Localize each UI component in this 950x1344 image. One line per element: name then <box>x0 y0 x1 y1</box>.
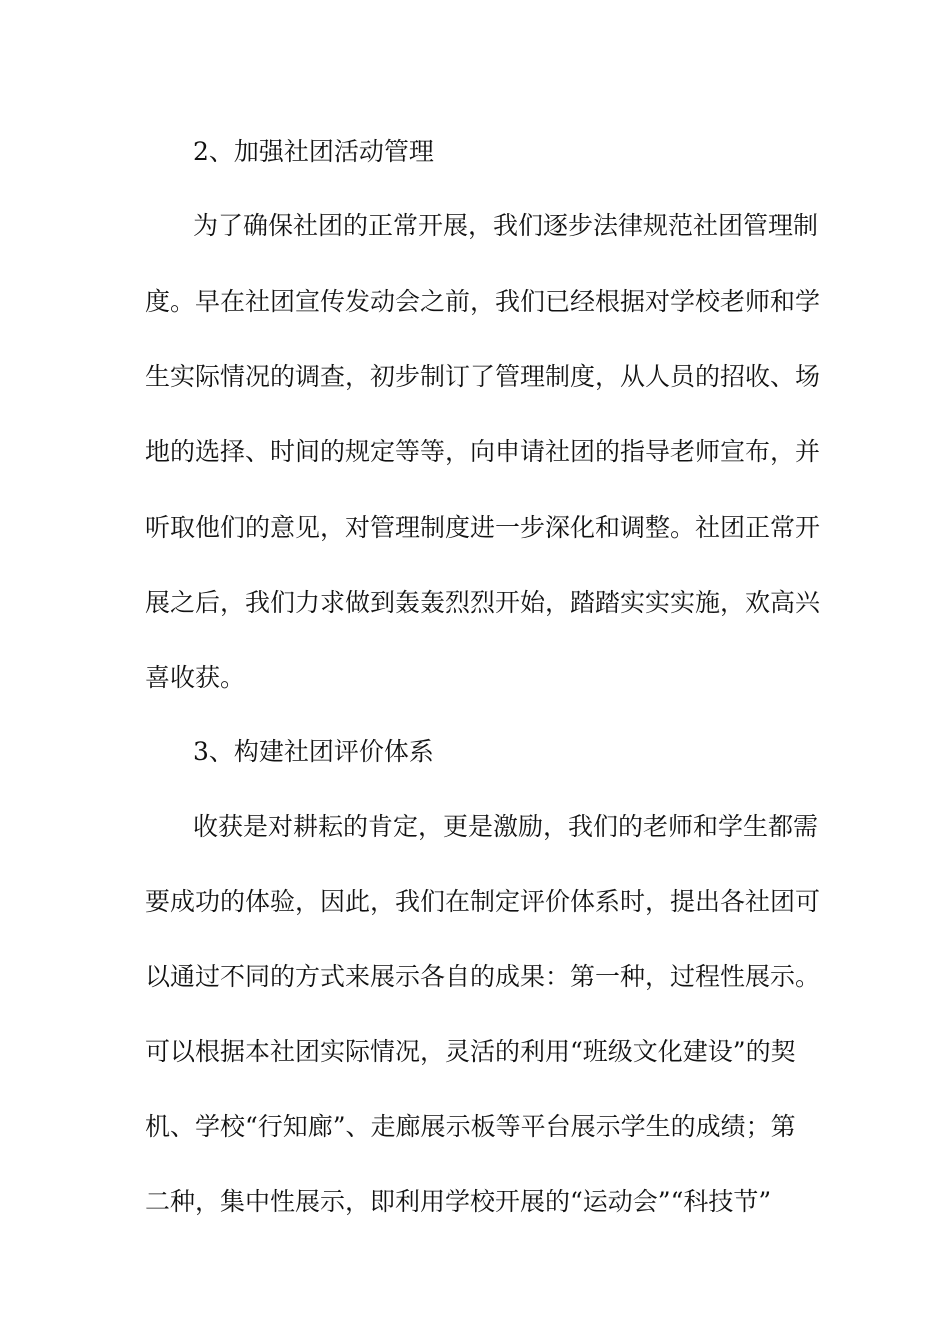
paragraph-line: 地的选择、时间的规定等等，向申请社团的指导老师宣布，并 <box>145 437 821 466</box>
paragraph-line: 生实际情况的调查，初步制订了管理制度，从人员的招收、场 <box>145 362 821 391</box>
paragraph-line: 收获是对耕耘的肯定，更是激励，我们的老师和学生都需 <box>193 812 819 841</box>
section-heading-3: 3、构建社团评价体系 <box>193 737 434 766</box>
paragraph-line: 听取他们的意见，对管理制度进一步深化和调整。社团正常开 <box>145 513 821 542</box>
paragraph-line: 机、学校“行知廊”、走廊展示板等平台展示学生的成绩；第 <box>145 1112 796 1141</box>
paragraph-line: 展之后，我们力求做到轰轰烈烈开始，踏踏实实实施，欢高兴 <box>145 588 821 617</box>
paragraph-line: 可以根据本社团实际情况，灵活的利用“班级文化建设”的契 <box>145 1037 796 1066</box>
paragraph-line: 以通过不同的方式来展示各自的成果：第一种，过程性展示。 <box>145 962 821 991</box>
section-heading-2: 2、加强社团活动管理 <box>193 137 434 166</box>
paragraph-line: 二种，集中性展示，即利用学校开展的“运动会”“科技节” <box>145 1187 772 1216</box>
paragraph-line: 喜收获。 <box>145 663 246 692</box>
paragraph-line: 要成功的体验，因此，我们在制定评价体系时，提出各社团可 <box>145 887 821 916</box>
paragraph-line: 为了确保社团的正常开展，我们逐步法律规范社团管理制 <box>193 211 819 240</box>
paragraph-line: 度。早在社团宣传发动会之前，我们已经根据对学校老师和学 <box>145 287 821 316</box>
